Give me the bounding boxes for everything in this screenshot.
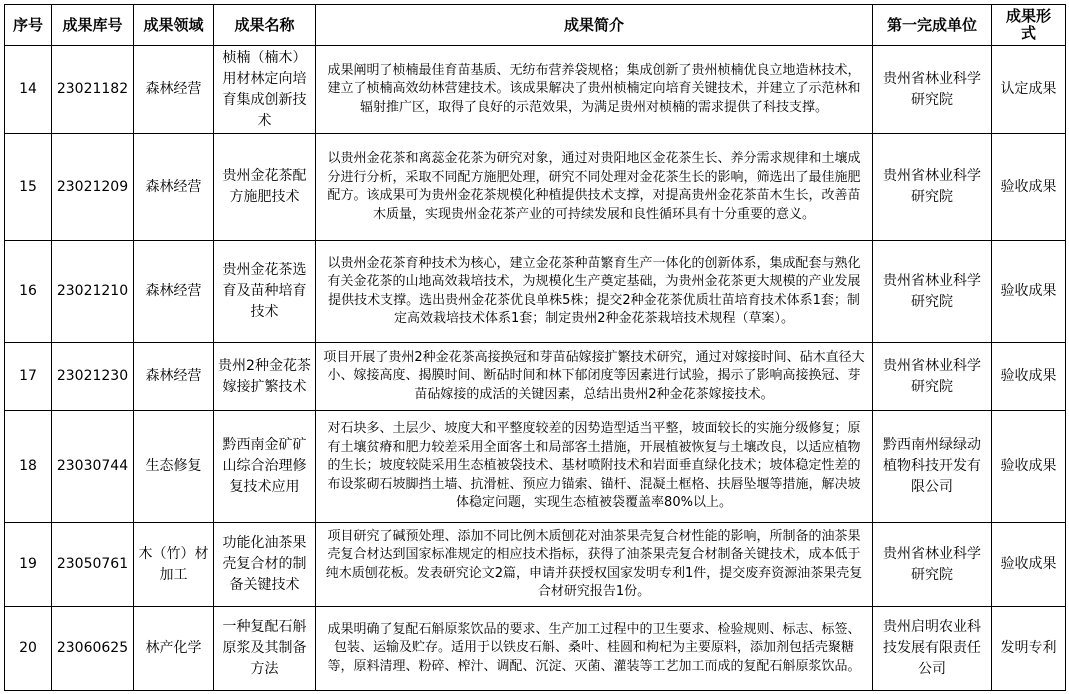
row-code: 23021230 <box>52 343 134 411</box>
row-form: 发明专利 <box>992 607 1066 691</box>
header-intro: 成果简介 <box>316 5 873 46</box>
row-intro: 成果明确了复配石斛原浆饮品的要求、生产加工过程中的卫生要求、检验规则、标志、标签、包装、运输及贮存。适用于以铁皮石斛、桑叶、桂圆和枸杞为主要原料，添加剂包括壳聚糖等，原料清理、粉碎、榨汁、调配、沉淀、灭菌、灌装等工艺加工而成的复配石斛原浆饮品。 <box>316 607 873 691</box>
row-unit: 黔西南州绿绿动植物科技开发有限公司 <box>873 411 992 523</box>
header-index: 序号 <box>5 5 52 46</box>
row-form: 验收成果 <box>992 241 1066 343</box>
row-index: 20 <box>5 607 52 691</box>
row-field: 林产化学 <box>134 607 214 691</box>
table-row <box>5 343 1066 411</box>
row-intro: 以贵州金花茶和离蕊金花茶为研究对象，通过对贵阳地区金花茶生长、养分需求规律和土壤成分进行分析，采取不同配方施肥处理，研究不同处理对金花茶生长的影响，筛选出了最佳施肥配方。该成果可为贵州金花茶规模化种植提供技术支撑，对提高贵州金花茶苗木生长，改善苗木质量，实现贵州金花茶产业的可持续发展和良性循环具有十分重要的意义。 <box>316 134 873 241</box>
table-row <box>5 523 1066 607</box>
row-index: 15 <box>5 134 52 241</box>
table-row <box>5 411 1066 523</box>
row-code: 23050761 <box>52 523 134 607</box>
row-field: 森林经营 <box>134 343 214 411</box>
header-unit: 第一完成单位 <box>873 5 992 46</box>
row-index: 18 <box>5 411 52 523</box>
row-form: 验收成果 <box>992 134 1066 241</box>
row-index: 19 <box>5 523 52 607</box>
header-code: 成果库号 <box>52 5 134 46</box>
row-unit: 贵州省林业科学研究院 <box>873 343 992 411</box>
row-code: 23021182 <box>52 46 134 134</box>
row-intro: 项目研究了碱预处理、添加不同比例木质刨花对油茶果壳复合材性能的影响，所制备的油茶果壳复合材达到国家标准规定的相应技术指标，获得了油茶果壳复合材制备关键技术，成本低于纯木质刨花板。发表研究论文2篇，申请并获授权国家发明专利1件，提交废弃资源油茶果壳复合材研究报告1份。 <box>316 523 873 607</box>
row-intro: 对石块多、土层少、坡度大和平整度较差的因势造型适当平整，坡面较长的实施分级修复；原有土壤贫瘠和肥力较差采用全面客土和局部客土措施，开展植被恢复与土壤改良，以适应植物的生长；坡度较陡采用生态植被袋技术、基材喷附技术和岩面垂直绿化技术；坡体稳定性差的布设浆砌石坡脚挡土墙、抗滑桩、预应力锚索、锚杆、混凝土框格、扶唇坠堰等措施，解决坡体稳定问题，实现生态植被袋覆盖率80%以上。 <box>316 411 873 523</box>
row-unit: 贵州省林业科学研究院 <box>873 46 992 134</box>
row-name: 贵州2种金花茶嫁接扩繁技术 <box>214 343 316 411</box>
row-index: 17 <box>5 343 52 411</box>
table-row <box>5 241 1066 343</box>
row-field: 森林经营 <box>134 241 214 343</box>
row-intro: 项目开展了贵州2种金花茶高接换冠和芽苗砧嫁接扩繁技术研究，通过对嫁接时间、砧木直径大小、嫁接高度、揭膜时间、断砧时间和林下郁闭度等因素进行试验，揭示了影响高接换冠、芽苗砧嫁接的成活的关键因素，总结出贵州2种金花茶嫁接技术。 <box>316 343 873 411</box>
header-field: 成果领域 <box>134 5 214 46</box>
row-unit: 贵州启明农业科技发展有限责任公司 <box>873 607 992 691</box>
row-field: 生态修复 <box>134 411 214 523</box>
row-unit: 贵州省林业科学研究院 <box>873 134 992 241</box>
row-intro: 成果阐明了桢楠最佳育苗基质、无纺布营养袋规格；集成创新了贵州桢楠优良立地造林技术，建立了桢楠高效幼林营建技术。该成果解决了贵州桢楠定向培育关键技术，并建立了示范林和辐射推广区，取得了良好的示范效果，为满足贵州对桢楠的需求提供了科技支撑。 <box>316 46 873 134</box>
row-index: 14 <box>5 46 52 134</box>
row-form: 验收成果 <box>992 523 1066 607</box>
row-field: 森林经营 <box>134 134 214 241</box>
row-index: 16 <box>5 241 52 343</box>
row-field: 木（竹）材加工 <box>134 523 214 607</box>
row-code: 23021209 <box>52 134 134 241</box>
table-row <box>5 46 1066 134</box>
row-name: 贵州金花茶选育及苗种培育技术 <box>214 241 316 343</box>
row-code: 23021210 <box>52 241 134 343</box>
row-code: 23030744 <box>52 411 134 523</box>
row-unit: 贵州省林业科学研究院 <box>873 523 992 607</box>
row-unit: 贵州省林业科学研究院 <box>873 241 992 343</box>
row-field: 森林经营 <box>134 46 214 134</box>
table-row <box>5 607 1066 691</box>
row-name: 贵州金花茶配方施肥技术 <box>214 134 316 241</box>
header-form: 成果形式 <box>992 5 1066 46</box>
row-form: 验收成果 <box>992 411 1066 523</box>
table-header-row <box>5 5 1066 46</box>
row-name: 功能化油茶果壳复合材的制备关键技术 <box>214 523 316 607</box>
row-form: 验收成果 <box>992 343 1066 411</box>
table-row <box>5 134 1066 241</box>
header-name: 成果名称 <box>214 5 316 46</box>
row-name: 桢楠（楠木）用材林定向培育集成创新技术 <box>214 46 316 134</box>
row-form: 认定成果 <box>992 46 1066 134</box>
row-intro: 以贵州金花茶育种技术为核心，建立金花茶种苗繁育生产一体化的创新体系，集成配套与熟化有关金花茶的山地高效栽培技术，为规模化生产奠定基础，为贵州金花茶更大规模的产业发展提供技术支撑。选出贵州金花茶优良单株5株；提交2种金花茶优质壮苗培育技术体系1套；制定高效栽培技术体系1套；制定贵州2种金花茶栽培技术规程（草案）。 <box>316 241 873 343</box>
row-name: 一种复配石斛原浆及其制备方法 <box>214 607 316 691</box>
row-name: 黔西南金矿矿山综合治理修复技术应用 <box>214 411 316 523</box>
row-code: 23060625 <box>52 607 134 691</box>
achievements-table <box>4 4 1066 691</box>
